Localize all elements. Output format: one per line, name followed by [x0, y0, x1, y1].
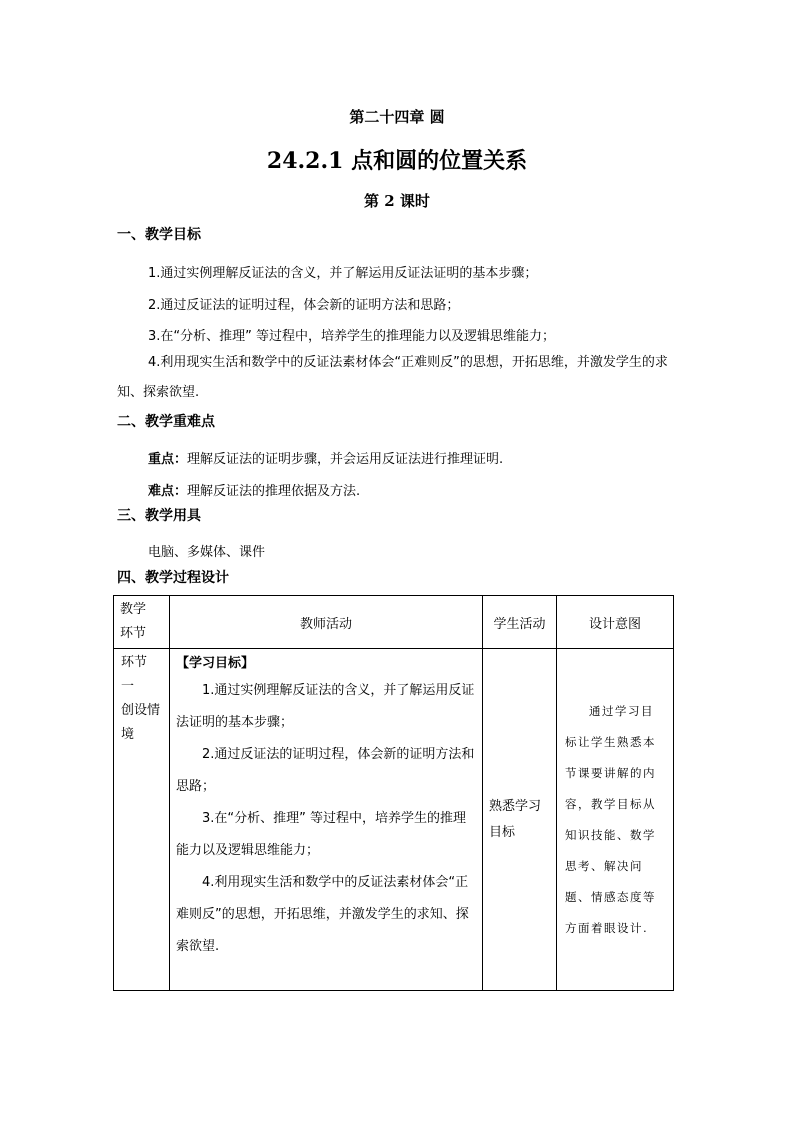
tools-text: 电脑、多媒体、课件: [148, 545, 266, 560]
learning-objectives-tag: 【学习目标】: [176, 656, 255, 671]
page-title: 24.2.1 点和圆的位置关系: [266, 148, 528, 174]
teacher-item-4: 4.利用现实生活和数学中的反证法素材体会“正难则反”的思想，开拓思维，并激发学生的求知、探索欲望.: [176, 875, 469, 954]
stage-cell: 环节 一 创设情 境: [114, 649, 170, 991]
objective-item-1: 1.通过实例理解反证法的含义，并了解运用反证法证明的基本步骤；: [148, 266, 538, 281]
design-intent-cell: 通过学习目标让学生熟悉本节课要讲解的内容，教学目标从知识技能、数学思考、解决问题、情感态度等方面着眼设计.: [557, 649, 674, 991]
difficulty-text: 理解反证法的推理依据及方法.: [187, 484, 361, 499]
teacher-item-3: 3.在“分析、推理” 等过程中，培养学生的推理能力以及逻辑思维能力；: [176, 811, 467, 858]
section-heading-key-points: 二、教学重难点: [117, 414, 215, 430]
header-teacher-activity: 教师活动: [170, 596, 483, 649]
objective-item-2: 2.通过反证法的证明过程，体会新的证明方法和思路；: [148, 298, 460, 313]
teaching-process-table: [113, 595, 674, 991]
key-point-label: 重点：: [148, 452, 188, 467]
table-header-row: [114, 596, 674, 649]
student-activity-cell: 熟悉学习 目标: [483, 649, 557, 991]
key-point-text: 理解反证法的证明步骤，并会运用反证法进行推理证明.: [187, 452, 504, 467]
teacher-item-2: 2.通过反证法的证明过程，体会新的证明方法和思路；: [176, 747, 475, 794]
difficulty-label: 难点：: [148, 484, 188, 499]
chapter-heading: 第二十四章 圆: [349, 108, 445, 126]
teacher-activity-cell: [170, 649, 483, 991]
header-stage: 教学 环节: [114, 596, 170, 649]
objective-item-3: 3.在“分析、推理” 等过程中，培养学生的推理能力以及逻辑思维能力；: [148, 329, 556, 344]
section-heading-tools: 三、教学用具: [117, 508, 201, 524]
header-student-activity: 学生活动: [483, 596, 557, 649]
teacher-item-1: 1.通过实例理解反证法的含义，并了解运用反证法证明的基本步骤；: [176, 683, 475, 730]
key-point: [148, 448, 503, 467]
header-design-intent: 设计意图: [557, 596, 674, 649]
table-row: [114, 649, 674, 991]
difficulty-point: [148, 480, 360, 499]
section-heading-objectives: 一、教学目标: [117, 227, 201, 243]
objective-item-4: 4.利用现实生活和数学中的反证法素材体会“正难则反”的思想，开拓思维，并激发学生的求知、探索欲望.: [117, 355, 668, 400]
lesson-subtitle: 第 2 课时: [364, 192, 430, 210]
section-heading-process: 四、教学过程设计: [117, 570, 229, 586]
